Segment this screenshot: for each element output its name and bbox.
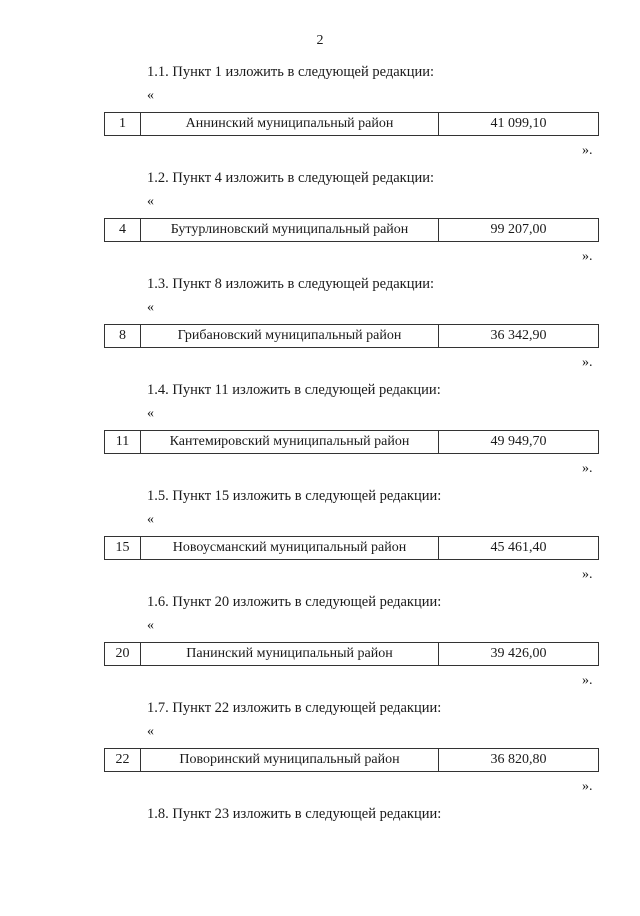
opening-quote: « bbox=[147, 300, 154, 315]
amendment-section-6 bbox=[0, 594, 640, 704]
district-name: Поворинский муниципальный район bbox=[141, 749, 439, 771]
amendment-instruction: 1.7. Пункт 22 изложить в следующей редакции: bbox=[147, 700, 442, 716]
table-row bbox=[104, 748, 599, 772]
closing-quote: ». bbox=[582, 673, 593, 688]
row-number: 15 bbox=[105, 537, 141, 559]
table-row bbox=[104, 112, 599, 136]
closing-quote: ». bbox=[582, 461, 593, 476]
amendment-section-3 bbox=[0, 276, 640, 386]
closing-quote: ». bbox=[582, 249, 593, 264]
amendment-section-1 bbox=[0, 64, 640, 174]
district-name: Бутурлиновский муниципальный район bbox=[141, 219, 439, 241]
amendment-instruction: 1.3. Пункт 8 изложить в следующей редакции: bbox=[147, 276, 435, 292]
row-number: 1 bbox=[105, 113, 141, 135]
opening-quote: « bbox=[147, 724, 154, 739]
row-number: 22 bbox=[105, 749, 141, 771]
amendment-instruction: 1.5. Пункт 15 изложить в следующей редакции: bbox=[147, 488, 442, 504]
row-number: 11 bbox=[105, 431, 141, 453]
table-row bbox=[104, 430, 599, 454]
district-name: Панинский муниципальный район bbox=[141, 643, 439, 665]
closing-quote: ». bbox=[582, 567, 593, 582]
amount-value: 45 461,40 bbox=[490, 540, 547, 555]
opening-quote: « bbox=[147, 194, 154, 209]
amendment-section-4 bbox=[0, 382, 640, 492]
district-name: Новоусманский муниципальный район bbox=[141, 537, 439, 559]
row-number: 4 bbox=[105, 219, 141, 241]
amendment-section-5 bbox=[0, 488, 640, 598]
opening-quote: « bbox=[147, 512, 154, 527]
amount-value: 99 207,00 bbox=[490, 222, 547, 237]
opening-quote: « bbox=[147, 406, 154, 421]
opening-quote: « bbox=[147, 618, 154, 633]
table-row bbox=[104, 218, 599, 242]
amendment-instruction: 1.1. Пункт 1 изложить в следующей редакции: bbox=[147, 64, 435, 80]
row-number: 8 bbox=[105, 325, 141, 347]
closing-quote: ». bbox=[582, 779, 593, 794]
amendment-instruction: 1.4. Пункт 11 изложить в следующей редакции: bbox=[147, 382, 441, 398]
amount-value: 49 949,70 bbox=[490, 434, 547, 449]
amount-value: 36 820,80 bbox=[490, 752, 547, 767]
page-number: 2 bbox=[316, 33, 324, 48]
district-name: Аннинский муниципальный район bbox=[141, 113, 439, 135]
amount-value: 36 342,90 bbox=[490, 328, 547, 343]
row-number: 20 bbox=[105, 643, 141, 665]
table-row bbox=[104, 324, 599, 348]
amendment-instruction: 1.2. Пункт 4 изложить в следующей редакции: bbox=[147, 170, 435, 186]
district-name: Грибановский муниципальный район bbox=[141, 325, 439, 347]
amendment-section-7 bbox=[0, 700, 640, 810]
amendment-section-2 bbox=[0, 170, 640, 280]
amount-value: 39 426,00 bbox=[490, 646, 547, 661]
table-row bbox=[104, 536, 599, 560]
closing-quote: ». bbox=[582, 143, 593, 158]
table-row bbox=[104, 642, 599, 666]
amendment-instruction: 1.8. Пункт 23 изложить в следующей редакции: bbox=[147, 806, 442, 822]
opening-quote: « bbox=[147, 88, 154, 103]
amount-value: 41 099,10 bbox=[490, 116, 547, 131]
amendment-section-8 bbox=[0, 806, 640, 916]
closing-quote: ». bbox=[582, 355, 593, 370]
amendment-instruction: 1.6. Пункт 20 изложить в следующей редакции: bbox=[147, 594, 442, 610]
district-name: Кантемировский муниципальный район bbox=[141, 431, 439, 453]
